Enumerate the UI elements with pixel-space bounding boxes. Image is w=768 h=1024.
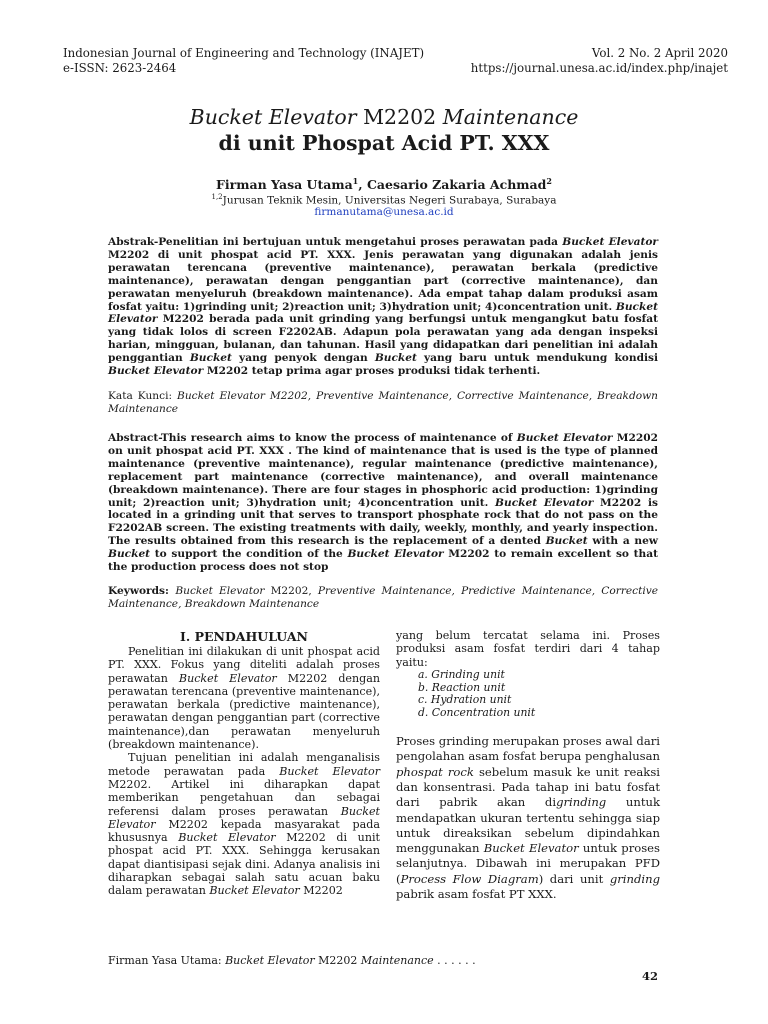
section-heading: I. PENDAHULUAN xyxy=(180,629,308,644)
list-item: c. Hydration unit xyxy=(418,693,512,707)
title-part-2: M2202 xyxy=(356,105,443,129)
left-column xyxy=(108,645,380,898)
running-footer: Firman Yasa Utama: Bucket Elevator M2202 Maintenance . . . . . . xyxy=(108,954,476,967)
affiliation-text: Jurusan Teknik Mesin, Universitas Negeri Surabaya, Surabaya xyxy=(222,194,557,207)
issn: e-ISSN: 2623-2464 xyxy=(63,61,177,75)
journal-url[interactable]: https://journal.unesa.ac.id/index.php/inajet xyxy=(470,61,728,75)
kata-kunci xyxy=(108,390,658,416)
intro-paragraph-2: Tujuan penelitian ini adalah menganalisis metode perawatan pada Bucket Elevator M2202. Artikel ini diharapkan dapat memberikan pengetahuan dan sebagai referensi dalam proses perawatan Bucket Elevator M2202 kepada masyarakat pada khususnya Bucket Elevator M2202 di unit phospat acid PT. XXX. Sehingga kerusakan dapat diantisipasi sejak dini. Adanya analisis ini diharapkan sebagai salah satu acuan baku dalam perawatan Bucket Elevator M2202 xyxy=(108,751,380,898)
title-line-1 xyxy=(0,104,768,130)
header-left xyxy=(63,46,424,76)
author-1: Firman Yasa Utama xyxy=(216,177,353,193)
keywords: Keywords: Bucket Elevator M2202, Preventive Maintenance, Predictive Maintenance, Corrective Maintenance, Breakdown Maintenance xyxy=(108,585,658,610)
intro-paragraph-1: Penelitian ini dilakukan di unit phospat acid PT. XXX. Fokus yang diteliti adalah proses perawatan Bucket Elevator M2202 dengan perawatan terencana (preventive maintenance), perawatan berkala (predictive maintenance), perawatan dengan penggantian part (corrective maintenance),dan perawatan menyeluruh (breakdown maintenance). xyxy=(108,645,380,752)
list-item: d. Concentration unit xyxy=(418,706,536,720)
list-item: b. Reaction unit xyxy=(418,680,506,694)
abstrak-paragraph: Abstrak-Penelitian ini bertujuan untuk mengetahui proses perawatan pada Bucket Elevator M2202 di unit phospat acid PT. XXX. Jenis perawatan yang digunakan adalah jenis perawatan terencana (preventive maintenance), perawatan berkala (predictive maintenance), perawatan dengan penggantian part (corrective maintenance), dan perawatan menyeluruh (breakdown maintenance). Ada empat tahap dalam produksi asam fosfat yaitu: 1)grinding unit; 2)reaction unit; 3)hydration unit; 4)concentration unit. Bucket Elevator M2202 berada pada unit grinding yang berfungsi untuk mengangkut batu fosfat yang tidak lolos di screen F2202AB. Adapun pola perawatan yang ada dengan inspeksi harian, mingguan, bulanan, dan tahunan. Hasil yang didapatkan dari penelitian ini adalah penggantian Bucket yang penyok dengan Bucket yang baru untuk mendukung kondisi Bucket Elevator M2202 tetap prima agar proses produksi tidak terhenti. xyxy=(108,236,658,378)
kata-kunci-value: Bucket Elevator M2202, Preventive Maintenance, Corrective Maintenance, Breakdown Maintenance xyxy=(108,390,658,415)
list-item: a. Grinding unit xyxy=(418,667,505,681)
journal-name: Indonesian Journal of Engineering and Technology (INAJET) xyxy=(63,46,425,60)
author-sep: , xyxy=(358,177,367,193)
right-column xyxy=(396,629,660,902)
author-2-sup: 2 xyxy=(546,176,552,186)
author-1-sup: 1 xyxy=(352,176,359,186)
intro-paragraph-3: yang belum tercatat selama ini. Proses produksi asam fosfat terdiri dari 4 tahap yaitu: xyxy=(396,629,660,669)
abstract-paragraph: Abstract-This research aims to know the process of maintenance of Bucket Elevator M2202 on unit phospat acid PT. XXX . The kind of maintenance that is used is the type of planned maintenance (preventive maintenance), regular maintenance (predictive maintenance), replacement part maintenance (corrective maintenance), and overall maintenance (breakdown maintenance). There are four stages in phosphoric acid production: 1)grinding unit; 2)reaction unit; 3)hydration unit; 4)concentration unit. Bucket Elevator M2202 is located in a grinding unit that serves to transport phosphate rock that do not pass on the F2202AB screen. The existing treatments with daily, weekly, monthly, and yearly inspection. The results obtained from this research is the replacement of a dented Bucket with a new Bucket to support the condition of the Bucket Elevator M2202 to remain excellent so that the production process does not stop xyxy=(108,432,659,574)
author-email[interactable]: firmanutama@unesa.ac.id xyxy=(314,206,454,218)
paper-title xyxy=(0,104,768,156)
volume-info: Vol. 2 No. 2 April 2020 xyxy=(591,46,728,60)
page-number: 42 xyxy=(641,969,658,983)
title-part-3: Maintenance xyxy=(442,105,579,129)
kata-kunci-label: Kata Kunci: xyxy=(108,390,178,402)
header-right xyxy=(471,46,728,76)
affiliation-sup: 1,2 xyxy=(211,193,223,201)
intro-paragraph-4: Proses grinding merupakan proses awal dari pengolahan asam fosfat berupa penghalusan phospat rock sebelum masuk ke unit reaksi dan konsentrasi. Pada tahap ini batu fosfat dari pabrik akan digrinding untuk mendapatkan ukuran tertentu sehingga siap untuk direaksikan sebelum dipindahkan menggunakan Bucket Elevator untuk proses selanjutnya. Dibawah ini merupakan PFD (Process Flow Diagram) dari unit grinding pabrik asam fosfat PT XXX. xyxy=(396,734,661,902)
keywords-label: Keywords: xyxy=(108,585,176,597)
title-part-1: Bucket Elevator xyxy=(189,105,357,129)
stage-list xyxy=(396,669,660,720)
title-line-2: di unit Phospat Acid PT. XXX xyxy=(218,131,550,155)
author-2: Caesario Zakaria Achmad xyxy=(366,177,547,193)
